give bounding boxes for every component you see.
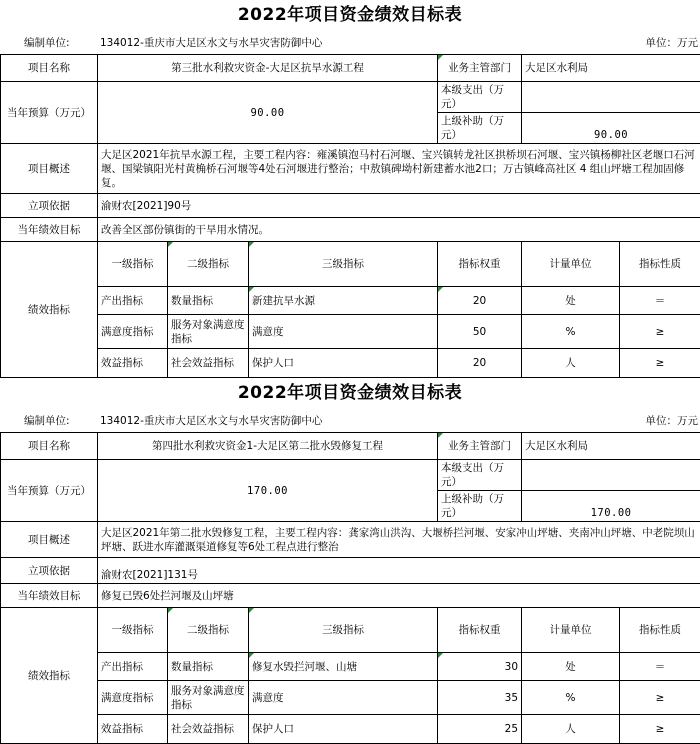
table-row: [1, 315, 700, 349]
row-unit: 人: [522, 349, 620, 378]
local-expense-value: [522, 82, 700, 113]
overview-label: 项目概述: [1, 144, 98, 194]
perf-label: 绩效指标: [1, 608, 98, 744]
sheet-meta: [0, 28, 700, 54]
org-label: 编制单位:: [24, 413, 70, 428]
project-name: 第四批水利救灾资金1-大足区第二批水毁修复工程: [98, 433, 438, 460]
row-weight: 30: [438, 653, 522, 681]
overview-text: 大足区2021年第二批水毁修复工程，主要工程内容：龚家湾山洪沟、大堰桥拦河堰、安家冲山坪塘、夹南冲山坪塘、中老院坝山坪塘、跃进水库灌溉渠道修复等6处工程点进行整治: [98, 522, 700, 558]
row-level3: 满意度: [249, 315, 438, 349]
row-nature: ＝: [620, 653, 700, 681]
table-row: [1, 653, 700, 681]
table-row: [1, 287, 700, 315]
row-level2: 社会效益指标: [168, 349, 249, 378]
row-unit: 人: [522, 715, 620, 744]
header-level1: 一级指标: [98, 242, 168, 287]
row-level1: 效益指标: [98, 715, 168, 744]
row-nature: ≥: [620, 681, 700, 715]
project-name-label: 项目名称: [1, 433, 98, 460]
basis-text: 渝财农[2021]90号: [98, 194, 700, 218]
header-level1: 一级指标: [98, 608, 168, 653]
row-level3: 修复水毁拦河堰、山塘: [249, 653, 438, 681]
overview-label: 项目概述: [1, 522, 98, 558]
dept-label: 业务主管部门: [438, 433, 522, 460]
basis-label: 立项依据: [1, 194, 98, 218]
sheet-title: 2022年项目资金绩效目标表: [0, 0, 700, 28]
sheet-title: 2022年项目资金绩效目标表: [0, 378, 700, 406]
goal-text: 修复已毁6处拦河堰及山坪塘: [98, 584, 700, 608]
row-nature: ≥: [620, 349, 700, 378]
row-level2: 数量指标: [168, 653, 249, 681]
dept-name: 大足区水利局: [522, 55, 700, 82]
goal-label: 当年绩效目标: [1, 584, 98, 608]
local-expense-value: [522, 460, 700, 491]
overview-text: 大足区2021年抗旱水源工程，主要工程内容：雍溪镇泡马村石河堰、宝兴镇转龙社区拱桥坝石河堰、宝兴镇杨柳社区老堰口石河堰、国梁镇阳光村黄桷桥石河堰等4处石河堰进行整治；中敖镇碑坳村新建蓄水池2口；万古镇峰高社区 4 组山坪塘工程加固修复。: [98, 144, 700, 194]
row-unit: %: [522, 315, 620, 349]
budget-label: 当年预算（万元）: [1, 460, 98, 522]
header-unit: 计量单位: [522, 242, 620, 287]
row-level1: 产出指标: [98, 653, 168, 681]
perf-label: 绩效指标: [1, 242, 98, 378]
dept-label: 业务主管部门: [438, 55, 522, 82]
row-level1: 满意度指标: [98, 315, 168, 349]
org-name: 134012-重庆市大足区水文与水旱灾害防御中心: [100, 35, 322, 50]
row-weight: 50: [438, 315, 522, 349]
row-level3: 保护人口: [249, 349, 438, 378]
header-weight: 指标权重: [438, 242, 522, 287]
project-name-label: 项目名称: [1, 55, 98, 82]
budget-value: 170.00: [98, 460, 438, 522]
org-name: 134012-重庆市大足区水文与水旱灾害防御中心: [100, 413, 322, 428]
performance-sheet-2: [0, 378, 700, 744]
row-nature: ≥: [620, 715, 700, 744]
row-level2: 数量指标: [168, 287, 249, 315]
row-level3: 满意度: [249, 681, 438, 715]
header-level3: 三级指标: [249, 608, 438, 653]
row-weight: 20: [438, 349, 522, 378]
row-nature: ≥: [620, 315, 700, 349]
row-level1: 满意度指标: [98, 681, 168, 715]
local-expense-label: 本级支出（万元）: [438, 460, 522, 491]
row-unit: 处: [522, 287, 620, 315]
row-unit: %: [522, 681, 620, 715]
project-name: 第三批水利救灾资金-大足区抗旱水源工程: [98, 55, 438, 82]
header-level2: 二级指标: [168, 242, 249, 287]
org-label: 编制单位:: [24, 35, 70, 50]
unit-label: 单位：万元: [646, 35, 699, 50]
basis-label: 立项依据: [1, 558, 98, 584]
basis-text: 渝财农[2021]131号: [98, 558, 700, 584]
header-weight: 指标权重: [438, 608, 522, 653]
row-level2: 社会效益指标: [168, 715, 249, 744]
sheet-meta: [0, 406, 700, 432]
budget-label: 当年预算（万元）: [1, 82, 98, 144]
header-nature: 指标性质: [620, 608, 700, 653]
row-weight: 35: [438, 681, 522, 715]
local-expense-label: 本级支出（万元）: [438, 82, 522, 113]
goal-label: 当年绩效目标: [1, 218, 98, 242]
row-level3: 保护人口: [249, 715, 438, 744]
table-row: [1, 349, 700, 378]
row-unit: 处: [522, 653, 620, 681]
row-weight: 20: [438, 287, 522, 315]
dept-name: 大足区水利局: [522, 433, 700, 460]
unit-label: 单位：万元: [646, 413, 699, 428]
row-level2: 服务对象满意度指标: [168, 315, 249, 349]
upper-subsidy-label: 上级补助（万元）: [438, 113, 522, 144]
upper-subsidy-value: 90.00: [522, 113, 700, 144]
row-weight: 25: [438, 715, 522, 744]
row-level1: 产出指标: [98, 287, 168, 315]
budget-value: 90.00: [98, 82, 438, 144]
header-level2: 二级指标: [168, 608, 249, 653]
header-nature: 指标性质: [620, 242, 700, 287]
table-row: [1, 715, 700, 744]
upper-subsidy-label: 上级补助（万元）: [438, 491, 522, 522]
performance-table: [0, 54, 700, 378]
row-level3: 新建抗旱水源: [249, 287, 438, 315]
row-level2: 服务对象满意度指标: [168, 681, 249, 715]
header-level3: 三级指标: [249, 242, 438, 287]
goal-text: 改善全区部份镇街的干旱用水情况。: [98, 218, 700, 242]
table-row: [1, 681, 700, 715]
row-nature: ＝: [620, 287, 700, 315]
header-unit: 计量单位: [522, 608, 620, 653]
row-level1: 效益指标: [98, 349, 168, 378]
upper-subsidy-value: 170.00: [522, 491, 700, 522]
performance-table: [0, 432, 700, 744]
